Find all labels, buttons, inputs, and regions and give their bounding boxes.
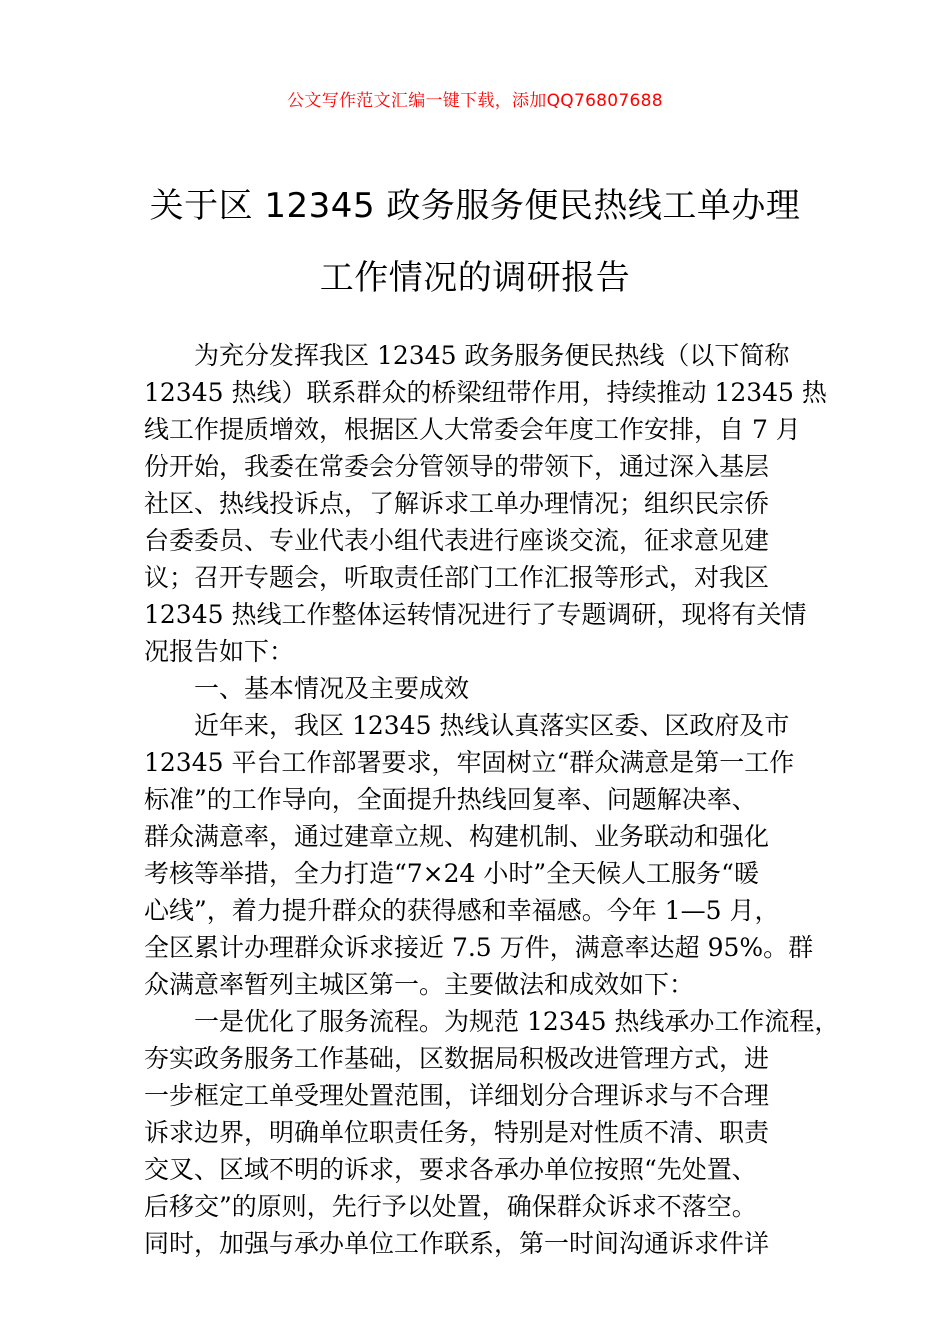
body-line: 12345 平台工作部署要求，牢固树立“群众满意是第一工作 — [144, 748, 795, 777]
body-line: 心线”，着力提升群众的获得感和幸福感。今年 1—5 月， — [144, 896, 780, 925]
body-line: 12345 热线）联系群众的桥梁纽带作用，持续推动 12345 热 — [144, 378, 827, 407]
body-line: 众满意率暂列主城区第一。主要做法和成效如下： — [144, 970, 695, 999]
body-line: 全区累计办理群众诉求接近 7.5 万件，满意率达超 95%。群 — [144, 933, 814, 962]
body-line: 同时，加强与承办单位工作联系，第一时间沟通诉求件详 — [144, 1229, 770, 1258]
section-heading: 一、基本情况及主要成效 — [194, 674, 470, 703]
body-line: 议；召开专题会，听取责任部门工作汇报等形式，对我区 — [144, 563, 770, 592]
body-line: 交叉、区域不明的诉求，要求各承办单位按照“先处置、 — [144, 1155, 757, 1184]
body-line: 为充分发挥我区 12345 政务服务便民热线（以下简称 — [194, 341, 790, 370]
body-line: 一是优化了服务流程。为规范 12345 热线承办工作流程， — [194, 1007, 840, 1036]
body-line: 诉求边界，明确单位职责任务，特别是对性质不清、职责 — [144, 1118, 770, 1147]
body-line: 份开始，我委在常委会分管领导的带领下，通过深入基层 — [144, 452, 770, 481]
body-line: 12345 热线工作整体运转情况进行了专题调研，现将有关情 — [144, 600, 807, 629]
body-line: 考核等举措，全力打造“7×24 小时”全天候人工服务“暖 — [144, 859, 759, 888]
body-line: 社区、热线投诉点，了解诉求工单办理情况；组织民宗侨 — [144, 489, 770, 518]
report-title-line-2: 工作情况的调研报告 — [319, 258, 631, 298]
report-body — [144, 337, 840, 1262]
body-line: 群众满意率，通过建章立规、构建机制、业务联动和强化 — [144, 822, 770, 851]
body-line: 近年来，我区 12345 热线认真落实区委、区政府及市 — [194, 711, 790, 740]
body-line: 线工作提质增效，根据区人大常委会年度工作安排，自 7 月 — [144, 415, 801, 444]
body-line: 台委委员、专业代表小组代表进行座谈交流，征求意见建 — [144, 526, 770, 555]
body-line: 夯实政务服务工作基础，区数据局积极改进管理方式，进 — [144, 1044, 770, 1073]
body-line: 后移交”的原则，先行予以处置，确保群众诉求不落空。 — [144, 1192, 757, 1221]
body-line: 一步框定工单受理处置范围，详细划分合理诉求与不合理 — [144, 1081, 770, 1110]
download-banner: 公文写作范文汇编一键下载，添加QQ76807688 — [287, 91, 663, 111]
body-line: 况报告如下： — [144, 637, 295, 666]
report-title-line-1: 关于区 12345 政务服务便民热线工单办理 — [149, 186, 801, 226]
body-line: 标准”的工作导向，全面提升热线回复率、问题解决率、 — [144, 785, 757, 814]
